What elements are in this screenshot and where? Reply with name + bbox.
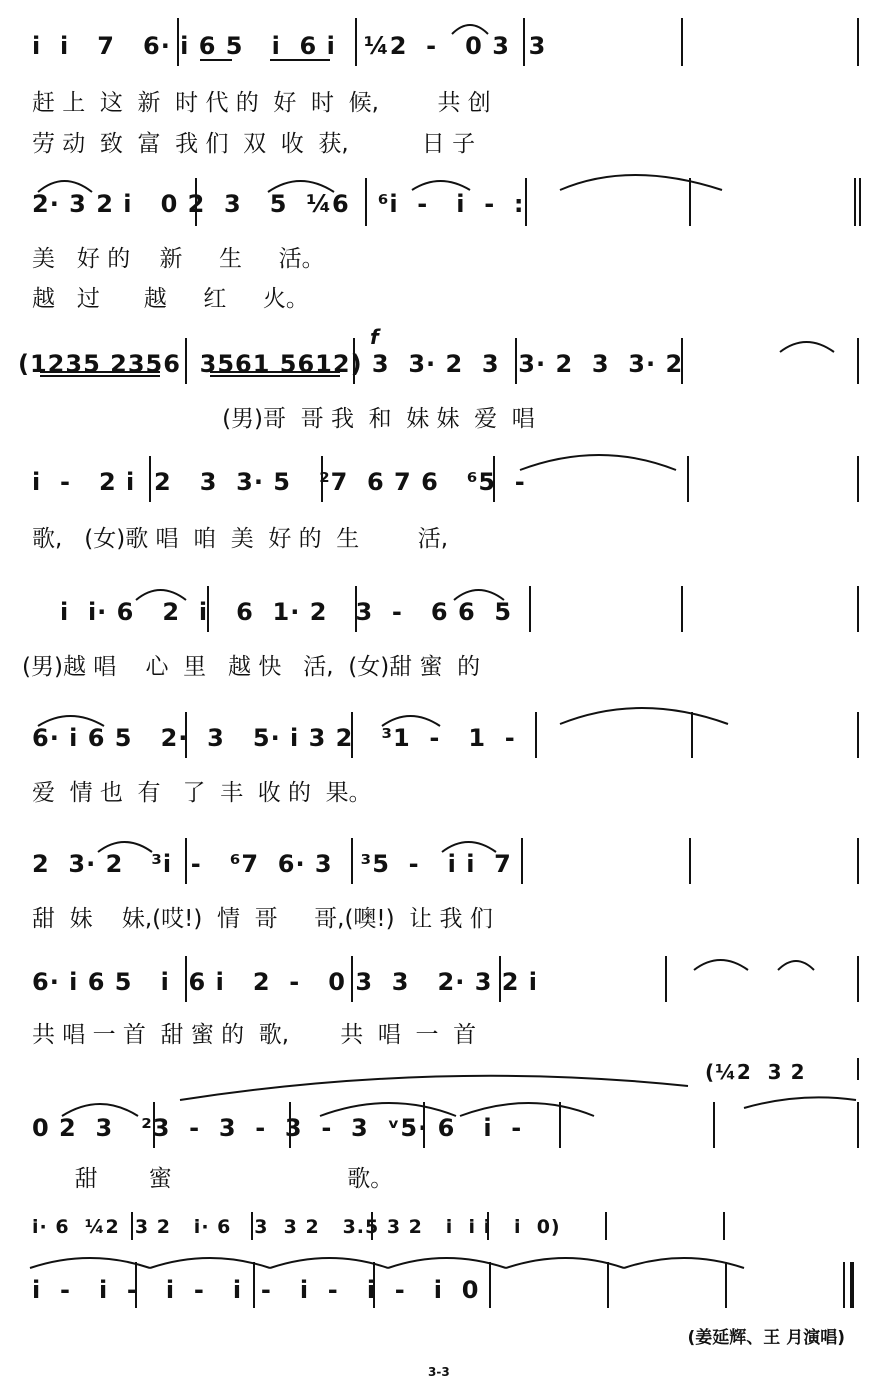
auxiliary-notation: (¼2 3 2 xyxy=(705,1060,806,1084)
lyrics-verse-1: 甜 妹 妹,(哎!) 情 哥 哥,(噢!) 让 我 们 xyxy=(32,906,493,932)
lyrics-verse-2: 越 过 越 红 火。 xyxy=(32,286,309,312)
notation-line: (1235 2356 3561 5612) 3 3· 2 3 3· 2 3 3· 2 xyxy=(18,350,684,378)
accompaniment-line: i· 6 ¼2 3 2 i· 6 3 3 2 3.5 3 2 i i i i 0) xyxy=(32,1216,561,1238)
notation-line: i - i - i - i - i - i - i 0 xyxy=(32,1276,480,1304)
notation-line: i i 7 6· i 6 5 i 6 i ¼2 - 0 3 3 xyxy=(32,32,547,60)
lyrics-verse-1: 共 唱 一 首 甜 蜜 的 歌, 共 唱 一 首 xyxy=(32,1022,477,1048)
notation-line: 2 3· 2 ³i - ⁶7 6· 3 ³5 - i i 7 xyxy=(32,850,512,878)
lyrics-verse-2: 劳 动 致 富 我 们 双 收 获, 日 子 xyxy=(32,131,476,157)
lyrics-verse-1: 美 好 的 新 生 活。 xyxy=(32,246,325,272)
lyrics-verse-1: 甜 蜜 歌。 xyxy=(60,1166,394,1192)
lyrics-verse-1: 爱 情 也 有 了 丰 收 的 果。 xyxy=(32,780,372,806)
notation-line: i - 2 i 2 3 3· 5 ²7 6 7 6 ⁶5 - xyxy=(32,468,526,496)
lyrics-verse-1: (男)哥 哥 我 和 妹 妹 爱 唱 xyxy=(32,406,535,432)
notation-line: 0 2 3 ²3 - 3 - 3 - 3 ᵛ5· 6 i - xyxy=(32,1114,523,1142)
lyrics-verse-1: 歌, (女)歌 唱 咱 美 好 的 生 活, xyxy=(32,526,449,552)
notation-line: 6· i 6 5 2· 3 5· i 3 2 ³1 - 1 - xyxy=(32,724,516,752)
performer-credit: (姜延辉、王 月演唱) xyxy=(687,1328,845,1348)
lyrics-verse-1: (男)越 唱 心 里 越 快 活, (女)甜 蜜 的 xyxy=(22,654,481,680)
notation-line: 2· 3 2 i 0 2 3 5 ¼6 ⁶i - i - : xyxy=(32,190,525,218)
page-number: 3-3 xyxy=(428,1365,450,1379)
notation-line: 6· i 6 5 i 6 i 2 - 0 3 3 2· 3 2 i xyxy=(32,968,539,996)
notation-line: i i· 6 2 i 6 1· 2 3 - 6 6 5 xyxy=(60,598,513,626)
lyrics-verse-1: 赶 上 这 新 时 代 的 好 时 候, 共 创 xyxy=(32,90,491,116)
dynamic-marking: f xyxy=(370,325,379,349)
